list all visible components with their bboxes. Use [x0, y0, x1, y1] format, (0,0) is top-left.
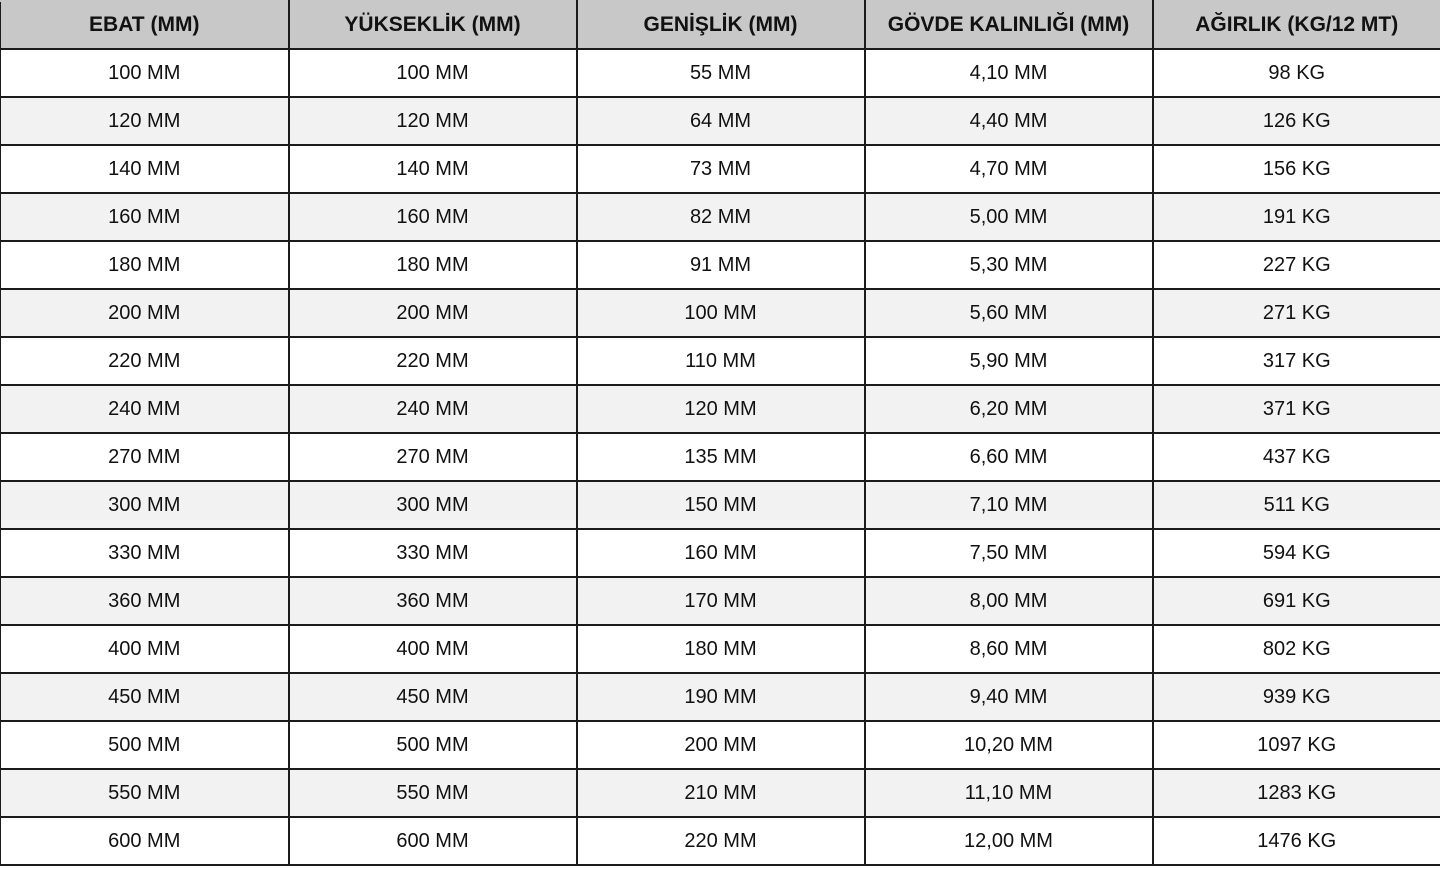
cell-size: 120 MM — [1, 97, 289, 145]
cell-width: 64 MM — [577, 97, 865, 145]
cell-width: 91 MM — [577, 241, 865, 289]
cell-width: 120 MM — [577, 385, 865, 433]
cell-size: 600 MM — [1, 817, 289, 865]
cell-size: 100 MM — [1, 49, 289, 97]
cell-weight: 317 KG — [1153, 337, 1440, 385]
cell-height: 220 MM — [289, 337, 577, 385]
cell-width: 200 MM — [577, 721, 865, 769]
cell-size: 160 MM — [1, 193, 289, 241]
table-row — [1, 625, 1440, 673]
cell-height: 140 MM — [289, 145, 577, 193]
table-row — [1, 433, 1440, 481]
cell-size: 200 MM — [1, 289, 289, 337]
cell-size: 330 MM — [1, 529, 289, 577]
cell-width: 100 MM — [577, 289, 865, 337]
cell-height: 550 MM — [289, 769, 577, 817]
cell-size: 180 MM — [1, 241, 289, 289]
cell-web-thickness: 4,10 MM — [865, 49, 1153, 97]
cell-height: 200 MM — [289, 289, 577, 337]
table-row — [1, 145, 1440, 193]
cell-web-thickness: 7,10 MM — [865, 481, 1153, 529]
cell-web-thickness: 6,60 MM — [865, 433, 1153, 481]
cell-web-thickness: 5,60 MM — [865, 289, 1153, 337]
cell-width: 190 MM — [577, 673, 865, 721]
table-row — [1, 337, 1440, 385]
cell-width: 110 MM — [577, 337, 865, 385]
table-row — [1, 721, 1440, 769]
cell-size: 400 MM — [1, 625, 289, 673]
cell-weight: 1097 KG — [1153, 721, 1440, 769]
cell-height: 400 MM — [289, 625, 577, 673]
cell-size: 220 MM — [1, 337, 289, 385]
table-row — [1, 529, 1440, 577]
cell-weight: 691 KG — [1153, 577, 1440, 625]
cell-height: 300 MM — [289, 481, 577, 529]
table-body — [1, 49, 1440, 865]
cell-width: 135 MM — [577, 433, 865, 481]
cell-web-thickness: 4,40 MM — [865, 97, 1153, 145]
cell-web-thickness: 11,10 MM — [865, 769, 1153, 817]
cell-width: 73 MM — [577, 145, 865, 193]
cell-web-thickness: 7,50 MM — [865, 529, 1153, 577]
cell-height: 600 MM — [289, 817, 577, 865]
cell-width: 220 MM — [577, 817, 865, 865]
header-row — [1, 1, 1440, 49]
cell-weight: 156 KG — [1153, 145, 1440, 193]
table-row — [1, 673, 1440, 721]
cell-height: 160 MM — [289, 193, 577, 241]
column-header-web-thickness: GÖVDE KALINLIĞI (MM) — [865, 1, 1153, 49]
cell-weight: 191 KG — [1153, 193, 1440, 241]
cell-height: 240 MM — [289, 385, 577, 433]
column-header-weight: AĞIRLIK (KG/12 MT) — [1153, 1, 1440, 49]
cell-height: 330 MM — [289, 529, 577, 577]
cell-height: 360 MM — [289, 577, 577, 625]
cell-height: 500 MM — [289, 721, 577, 769]
cell-weight: 1283 KG — [1153, 769, 1440, 817]
cell-width: 210 MM — [577, 769, 865, 817]
cell-height: 450 MM — [289, 673, 577, 721]
cell-height: 270 MM — [289, 433, 577, 481]
table-row — [1, 289, 1440, 337]
cell-weight: 98 KG — [1153, 49, 1440, 97]
cell-weight: 802 KG — [1153, 625, 1440, 673]
cell-web-thickness: 5,00 MM — [865, 193, 1153, 241]
cell-web-thickness: 4,70 MM — [865, 145, 1153, 193]
cell-size: 450 MM — [1, 673, 289, 721]
table-row — [1, 769, 1440, 817]
cell-size: 300 MM — [1, 481, 289, 529]
cell-size: 270 MM — [1, 433, 289, 481]
table-row — [1, 817, 1440, 865]
cell-width: 55 MM — [577, 49, 865, 97]
cell-weight: 939 KG — [1153, 673, 1440, 721]
cell-size: 240 MM — [1, 385, 289, 433]
cell-weight: 511 KG — [1153, 481, 1440, 529]
cell-size: 550 MM — [1, 769, 289, 817]
cell-height: 120 MM — [289, 97, 577, 145]
cell-weight: 227 KG — [1153, 241, 1440, 289]
cell-web-thickness: 9,40 MM — [865, 673, 1153, 721]
cell-width: 180 MM — [577, 625, 865, 673]
cell-weight: 371 KG — [1153, 385, 1440, 433]
cell-web-thickness: 8,60 MM — [865, 625, 1153, 673]
cell-weight: 594 KG — [1153, 529, 1440, 577]
cell-height: 180 MM — [289, 241, 577, 289]
cell-height: 100 MM — [289, 49, 577, 97]
table-row — [1, 97, 1440, 145]
cell-width: 82 MM — [577, 193, 865, 241]
cell-web-thickness: 8,00 MM — [865, 577, 1153, 625]
cell-web-thickness: 12,00 MM — [865, 817, 1153, 865]
table-row — [1, 481, 1440, 529]
cell-weight: 271 KG — [1153, 289, 1440, 337]
cell-size: 140 MM — [1, 145, 289, 193]
cell-web-thickness: 6,20 MM — [865, 385, 1153, 433]
cell-web-thickness: 5,90 MM — [865, 337, 1153, 385]
table-row — [1, 49, 1440, 97]
cell-width: 170 MM — [577, 577, 865, 625]
column-header-width: GENİŞLİK (MM) — [577, 1, 865, 49]
cell-web-thickness: 5,30 MM — [865, 241, 1153, 289]
cell-weight: 437 KG — [1153, 433, 1440, 481]
table-row — [1, 385, 1440, 433]
table-header — [1, 1, 1440, 49]
column-header-height: YÜKSEKLİK (MM) — [289, 1, 577, 49]
cell-width: 150 MM — [577, 481, 865, 529]
table-row — [1, 577, 1440, 625]
cell-width: 160 MM — [577, 529, 865, 577]
table-row — [1, 241, 1440, 289]
cell-web-thickness: 10,20 MM — [865, 721, 1153, 769]
cell-weight: 1476 KG — [1153, 817, 1440, 865]
column-header-size: EBAT (MM) — [1, 1, 289, 49]
cell-size: 360 MM — [1, 577, 289, 625]
cell-weight: 126 KG — [1153, 97, 1440, 145]
table-row — [1, 193, 1440, 241]
cell-size: 500 MM — [1, 721, 289, 769]
